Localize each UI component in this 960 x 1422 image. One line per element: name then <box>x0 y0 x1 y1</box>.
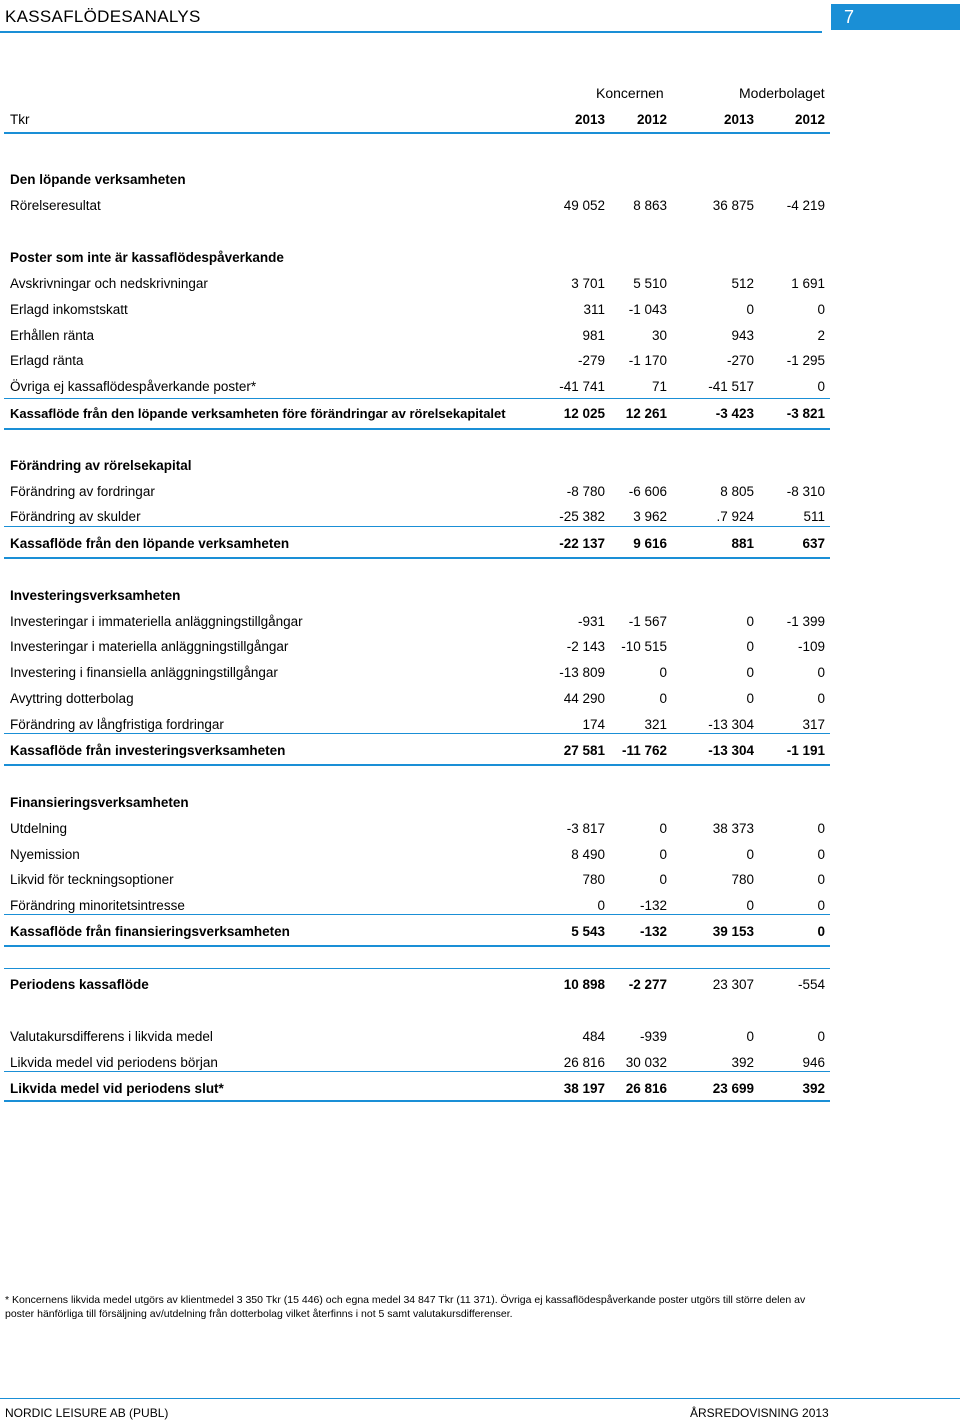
row-value: 0 <box>597 898 605 913</box>
footer-company: NORDIC LEISURE AB (PUBL) <box>5 1406 169 1420</box>
year-header: 2013 <box>723 112 754 127</box>
row-value: 0 <box>746 614 754 629</box>
section-heading <box>10 170 830 190</box>
row-value: 12 261 <box>625 406 667 421</box>
year-header: 2012 <box>794 112 825 127</box>
row-value: -6 606 <box>628 484 667 499</box>
row-value: 317 <box>802 717 825 732</box>
row-value: -25 382 <box>559 509 605 524</box>
row-value: -3 821 <box>786 406 825 421</box>
unit-label: Tkr <box>10 112 30 127</box>
row-value: 0 <box>746 1029 754 1044</box>
row-value: -2 143 <box>566 639 605 654</box>
table-row <box>10 663 830 683</box>
row-value: 321 <box>644 717 667 732</box>
table-row <box>10 300 830 320</box>
year-header: 2012 <box>636 112 667 127</box>
row-value: 946 <box>802 1055 825 1070</box>
section-heading <box>10 586 830 606</box>
row-value: 49 052 <box>563 198 605 213</box>
footer-report: ÅRSREDOVISNING 2013 <box>690 1406 829 1420</box>
footnote: * Koncernens likvida medel utgörs av klientmedel 3 350 Tkr (15 446) och egna medel 34 847 Tkr (11 371). Övriga ej kassaflödespåverkande poster utgörs till större delen av poster hänförliga till försäljning av/utdelning från dotterbolag vilket återfinns i not 5 samt valutakursdifferenser. <box>5 1294 806 1320</box>
table-row <box>10 326 830 346</box>
table-row <box>10 637 830 657</box>
row-value: -109 <box>797 639 825 654</box>
row-value: -270 <box>726 353 754 368</box>
row-value: -22 137 <box>559 536 605 551</box>
row-value: 0 <box>817 924 825 939</box>
row-value: -41 741 <box>559 379 605 394</box>
row-value: 0 <box>817 691 825 706</box>
table-row <box>10 845 830 865</box>
table-row <box>10 377 830 397</box>
row-value: 780 <box>582 872 605 887</box>
row-label: Kassaflöde från investeringsverksamheten <box>10 743 286 758</box>
total-row <box>10 1079 830 1099</box>
row-value: 2 <box>817 328 825 343</box>
table-row <box>10 870 830 890</box>
row-label: Utdelning <box>10 821 68 836</box>
row-value: -8 780 <box>566 484 605 499</box>
row-divider <box>4 914 830 915</box>
row-value: 780 <box>731 872 754 887</box>
row-label: Förändring av fordringar <box>10 484 155 499</box>
row-label: Finansieringsverksamheten <box>10 795 189 810</box>
row-value: 0 <box>817 898 825 913</box>
row-label: Kassaflöde från finansieringsverksamheten <box>10 924 290 939</box>
row-value: -13 304 <box>708 743 754 758</box>
row-value: 39 153 <box>712 924 754 939</box>
year-header: 2013 <box>574 112 605 127</box>
row-value: 23 307 <box>712 977 754 992</box>
group-heading-koncernen: Koncernen <box>596 85 664 101</box>
header-divider <box>4 132 830 134</box>
row-value: 981 <box>582 328 605 343</box>
row-value: 0 <box>659 872 667 887</box>
row-value: -2 277 <box>628 977 667 992</box>
row-value: 174 <box>582 717 605 732</box>
row-value: 311 <box>583 302 605 317</box>
total-row <box>10 534 830 554</box>
row-value: -10 515 <box>621 639 667 654</box>
table-row <box>10 351 830 371</box>
row-value: 44 290 <box>563 691 605 706</box>
total-row <box>10 922 830 942</box>
row-value: 30 032 <box>625 1055 667 1070</box>
row-value: 38 197 <box>563 1081 605 1096</box>
row-value: 26 816 <box>563 1055 605 1070</box>
page-number-box <box>831 4 960 30</box>
row-value: 0 <box>817 847 825 862</box>
row-value: 0 <box>659 691 667 706</box>
row-value: 0 <box>817 821 825 836</box>
row-value: 0 <box>817 872 825 887</box>
row-label: Den löpande verksamheten <box>10 172 186 187</box>
row-divider <box>4 398 830 399</box>
row-label: Likvid för teckningsoptioner <box>10 872 174 887</box>
row-value: 484 <box>582 1029 605 1044</box>
row-value: 392 <box>731 1055 754 1070</box>
row-label: Likvida medel vid periodens början <box>10 1055 218 1070</box>
row-value: 3 962 <box>633 509 667 524</box>
row-divider <box>4 1071 830 1072</box>
row-value: 0 <box>817 302 825 317</box>
row-value: 3 701 <box>571 276 605 291</box>
row-value: 0 <box>746 847 754 862</box>
row-value: 0 <box>746 898 754 913</box>
page-number: 7 <box>844 7 855 27</box>
row-value: 26 816 <box>625 1081 667 1096</box>
row-divider <box>4 526 830 527</box>
row-label: Förändring av skulder <box>10 509 141 524</box>
row-label: Avskrivningar och nedskrivningar <box>10 276 208 291</box>
row-value: 512 <box>731 276 754 291</box>
table-row <box>10 1053 830 1073</box>
row-value: -939 <box>639 1029 667 1044</box>
row-value: -931 <box>577 614 605 629</box>
row-value: 0 <box>746 302 754 317</box>
row-label: Erhållen ränta <box>10 328 95 343</box>
row-value: -13 304 <box>708 717 754 732</box>
section-heading <box>10 793 830 813</box>
section-heading <box>10 456 830 476</box>
row-value: 27 581 <box>563 743 605 758</box>
table-row <box>10 1027 830 1047</box>
row-value: 12 025 <box>563 406 605 421</box>
row-label: Likvida medel vid periodens slut* <box>10 1081 224 1096</box>
row-label: Förändring av långfristiga fordringar <box>10 717 224 732</box>
row-value: 23 699 <box>712 1081 754 1096</box>
footer-rule <box>0 1398 960 1399</box>
row-divider <box>4 733 830 734</box>
row-value: -1 191 <box>786 743 825 758</box>
row-value: -1 567 <box>628 614 667 629</box>
row-label: Förändring av rörelsekapital <box>10 458 192 473</box>
row-label: Valutakursdifferens i likvida medel <box>10 1029 213 1044</box>
row-label: Investeringar i immateriella anläggningstillgångar <box>10 614 303 629</box>
row-value: 8 863 <box>633 198 667 213</box>
total-row <box>10 975 830 995</box>
row-value: -1 399 <box>786 614 825 629</box>
row-value: 0 <box>817 379 825 394</box>
row-value: 0 <box>817 665 825 680</box>
table-row <box>10 196 830 216</box>
row-divider <box>4 1100 830 1102</box>
table-row <box>10 689 830 709</box>
row-value: 5 510 <box>633 276 667 291</box>
row-divider <box>4 428 830 430</box>
row-value: 0 <box>659 665 667 680</box>
table-row <box>10 896 830 916</box>
row-value: 36 875 <box>712 198 754 213</box>
row-value: -1 043 <box>628 302 667 317</box>
row-value: 0 <box>659 821 667 836</box>
row-value: -4 219 <box>786 198 825 213</box>
row-value: 0 <box>746 639 754 654</box>
row-value: 38 373 <box>712 821 754 836</box>
row-label: Kassaflöde från den löpande verksamheten före förändringar av rörelsekapitalet <box>10 406 506 421</box>
row-value: 392 <box>802 1081 825 1096</box>
row-value: -132 <box>639 898 667 913</box>
row-value: 5 543 <box>571 924 605 939</box>
row-value: 1 691 <box>791 276 825 291</box>
row-value: -41 517 <box>708 379 754 394</box>
row-label: Rörelseresultat <box>10 198 101 213</box>
total-row <box>10 404 830 424</box>
row-divider <box>4 968 830 969</box>
row-label: Periodens kassaflöde <box>10 977 149 992</box>
row-value: 8 490 <box>571 847 605 862</box>
row-value: -132 <box>639 924 667 939</box>
row-value: 8 805 <box>720 484 754 499</box>
row-value: 10 898 <box>563 977 605 992</box>
header-rule <box>0 31 822 33</box>
row-divider <box>4 557 830 559</box>
row-value: -279 <box>577 353 605 368</box>
row-value: -1 170 <box>628 353 667 368</box>
column-header-row <box>10 110 830 130</box>
table-row <box>10 819 830 839</box>
row-divider <box>4 764 830 766</box>
row-value: 0 <box>746 665 754 680</box>
row-value: -8 310 <box>786 484 825 499</box>
row-value: 943 <box>731 328 754 343</box>
row-label: Investeringar i materiella anläggningstillgångar <box>10 639 289 654</box>
group-heading-moderbolaget: Moderbolaget <box>739 85 825 101</box>
row-value: 0 <box>817 1029 825 1044</box>
row-value: -3 423 <box>715 406 754 421</box>
table-row <box>10 612 830 632</box>
row-value: 0 <box>659 847 667 862</box>
row-value: 637 <box>802 536 825 551</box>
row-value: -1 295 <box>786 353 825 368</box>
row-divider <box>4 945 830 947</box>
section-heading <box>10 248 830 268</box>
table-row <box>10 482 830 502</box>
row-label: Erlagd ränta <box>10 353 84 368</box>
table-row <box>10 715 830 735</box>
row-label: Erlagd inkomstskatt <box>10 302 128 317</box>
row-value: .7 924 <box>716 509 754 524</box>
row-label: Förändring minoritetsintresse <box>10 898 185 913</box>
row-value: 511 <box>803 509 825 524</box>
row-label: Investeringsverksamheten <box>10 588 181 603</box>
total-row <box>10 741 830 761</box>
row-value: 30 <box>651 328 667 343</box>
row-label: Övriga ej kassaflödespåverkande poster* <box>10 379 257 394</box>
row-label: Kassaflöde från den löpande verksamheten <box>10 536 290 551</box>
row-value: 71 <box>651 379 667 394</box>
row-value: -3 817 <box>566 821 605 836</box>
row-value: 9 616 <box>633 536 667 551</box>
row-label: Nyemission <box>10 847 80 862</box>
row-value: -554 <box>797 977 825 992</box>
row-value: -11 762 <box>621 743 667 758</box>
table-row <box>10 274 830 294</box>
row-value: -13 809 <box>559 665 605 680</box>
row-label: Avyttring dotterbolag <box>10 691 134 706</box>
row-label: Investering i finansiella anläggningstillgångar <box>10 665 278 680</box>
row-value: 0 <box>746 691 754 706</box>
table-row <box>10 507 830 527</box>
row-label: Poster som inte är kassaflödespåverkande <box>10 250 284 265</box>
page-title: KASSAFLÖDESANALYS <box>5 7 201 26</box>
row-value: 881 <box>731 536 754 551</box>
page-header <box>0 0 960 32</box>
